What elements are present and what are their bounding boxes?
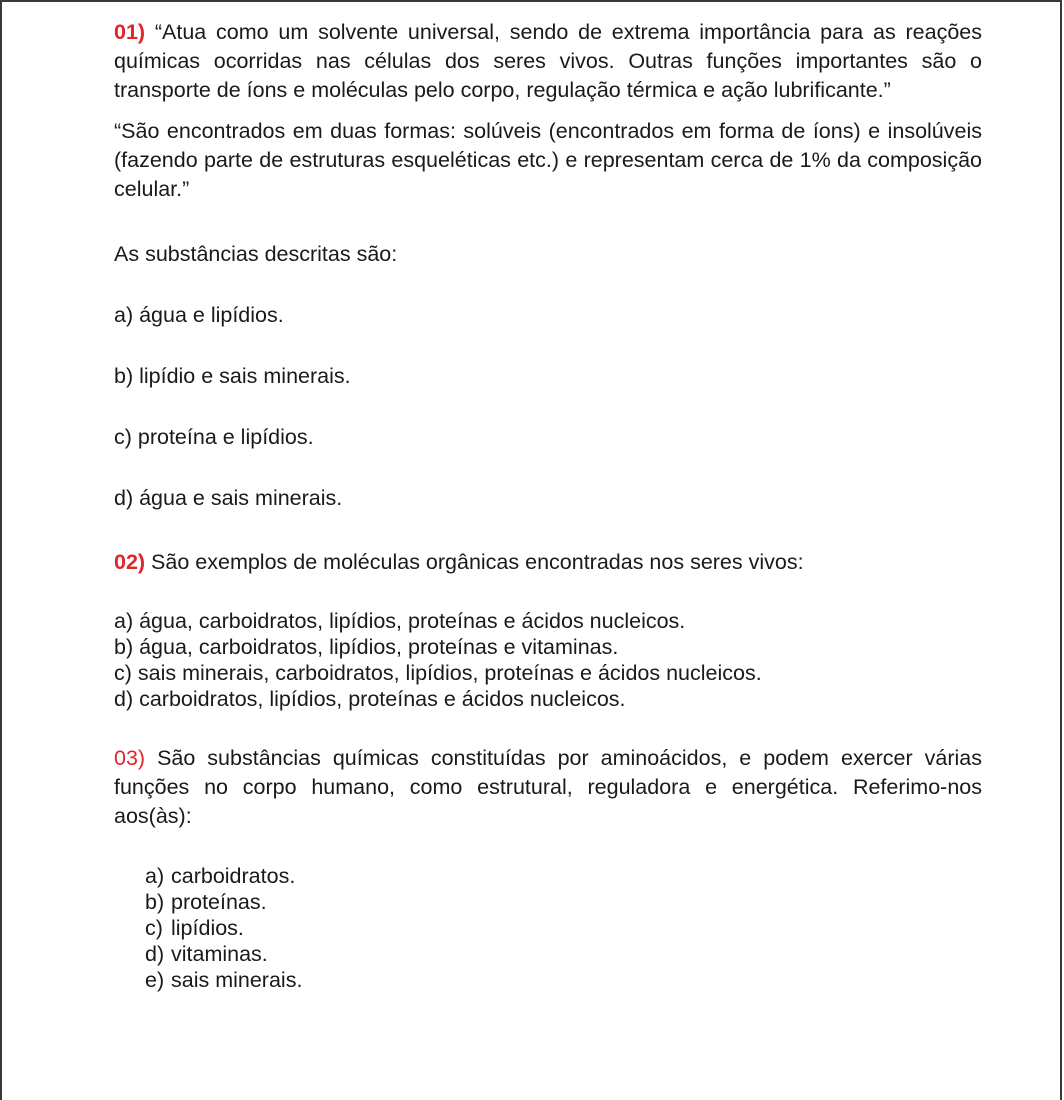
- q2-option-b[interactable]: b) água, carboidratos, lipídios, proteínas e vitaminas.: [114, 635, 619, 659]
- q2-options: [114, 608, 982, 712]
- q3-option-c-letter: c): [145, 916, 163, 940]
- q3-statement: [114, 744, 982, 831]
- q3-option-d-letter: d): [145, 942, 165, 966]
- q3-option-c-text: lipídios.: [171, 916, 244, 940]
- q1-option-b[interactable]: b) lipídio e sais minerais.: [114, 364, 351, 388]
- q2-statement-text: São exemplos de moléculas orgânicas encontradas nos seres vivos:: [145, 550, 804, 574]
- q1-option-c[interactable]: c) proteína e lipídios.: [114, 425, 314, 449]
- q3-option-b[interactable]: [145, 889, 982, 915]
- q3-option-d[interactable]: [145, 941, 982, 967]
- q3-option-d-text: vitaminas.: [171, 942, 268, 966]
- q3-option-b-letter: b): [145, 890, 165, 914]
- q1-option-a[interactable]: a) água e lipídios.: [114, 303, 284, 327]
- q1-paragraph-1: [114, 18, 982, 105]
- q3-option-e[interactable]: [145, 967, 982, 993]
- q3-option-b-text: proteínas.: [171, 890, 267, 914]
- q3-option-e-letter: e): [145, 968, 165, 992]
- q2-option-c[interactable]: c) sais minerais, carboidratos, lipídios, proteínas e ácidos nucleicos.: [114, 661, 762, 685]
- q2-number: 02): [114, 550, 146, 574]
- q3-number: 03): [114, 746, 146, 770]
- q1-paragraph-2: “São encontrados em duas formas: solúveis (encontrados em forma de íons) e insolúveis (fazendo parte de estruturas esqueléticas etc.) e representam cerca de 1% da composição celular.”: [114, 119, 982, 201]
- q3-option-a-text: carboidratos.: [171, 864, 296, 888]
- q1-paragraph-1-text: “Atua como um solvente universal, sendo de extrema importância para as reações químicas ocorridas nas células dos seres vivos. Outras funções importantes são o transporte de íons e moléculas pelo corpo, regulação térmica e ação lubrificante.”: [114, 20, 982, 102]
- q1-option-d[interactable]: d) água e sais minerais.: [114, 486, 343, 510]
- q3-options: [114, 863, 982, 993]
- q1-prompt: As substâncias descritas são:: [114, 242, 398, 266]
- q3-statement-text: São substâncias químicas constituídas por aminoácidos, e podem exercer várias funções no corpo humano, como estrutural, reguladora e energética. Referimo-nos aos(às):: [114, 746, 982, 828]
- q1-number: 01): [114, 20, 146, 44]
- q3-option-a[interactable]: [145, 863, 982, 889]
- q3-option-c[interactable]: [145, 915, 982, 941]
- q3-option-a-letter: a): [145, 864, 165, 888]
- q2-option-d[interactable]: d) carboidratos, lipídios, proteínas e ácidos nucleicos.: [114, 687, 626, 711]
- exercise-sheet: [114, 18, 982, 993]
- q2-statement: [114, 548, 982, 577]
- q3-option-e-text: sais minerais.: [171, 968, 303, 992]
- q2-option-a[interactable]: a) água, carboidratos, lipídios, proteínas e ácidos nucleicos.: [114, 609, 686, 633]
